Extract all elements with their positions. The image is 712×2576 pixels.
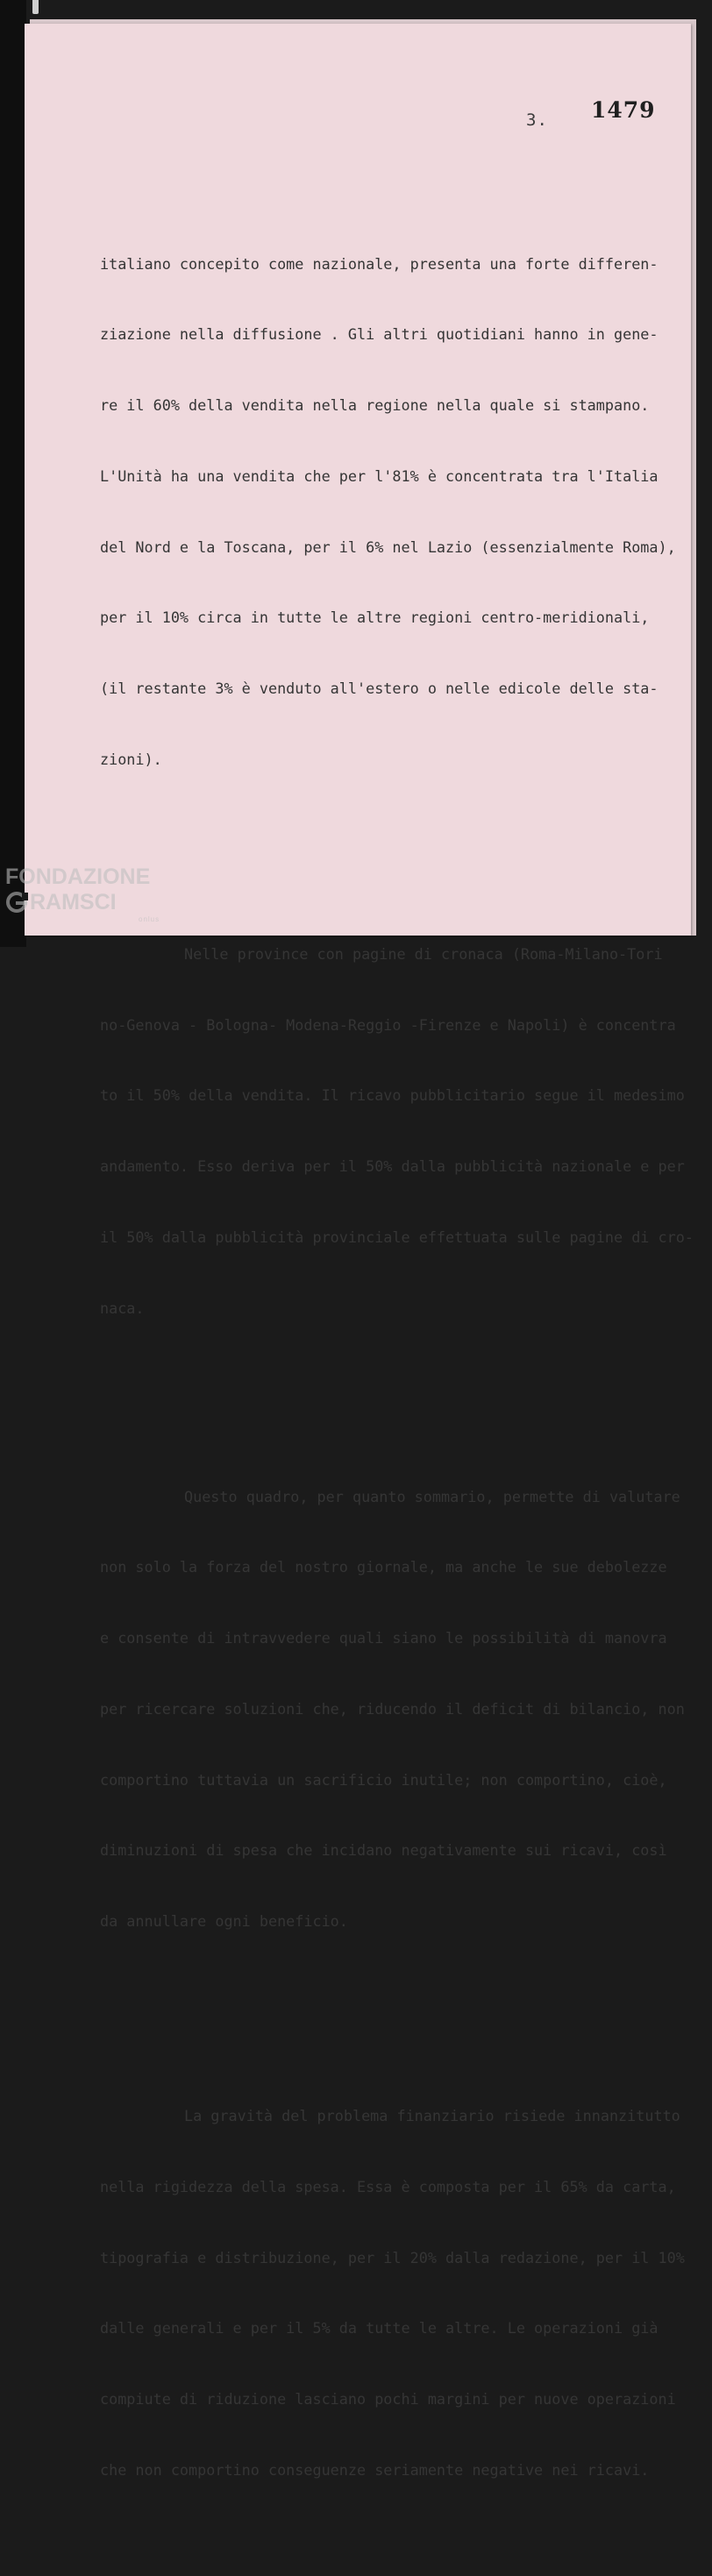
body-text: [100, 158, 694, 2576]
paragraph-3: [100, 1438, 686, 1981]
text-line: italiano concepito come nazionale, presenta una forte differen-: [100, 254, 659, 273]
text-line: (il restante 3% è venduto all'estero o nelle edicole delle sta-: [100, 679, 659, 697]
text-line: il 50% dalla pubblicità provinciale effettuata sulle pagine di cro-: [100, 1228, 694, 1246]
fondazione-gramsci-watermark: [5, 865, 160, 923]
watermark-subtitle: onlus: [139, 915, 160, 923]
watermark-line-1: FONDAZIONE: [5, 865, 151, 889]
text-line: comportino tuttavia un sacrificio inutile; non comportino, cioè,: [100, 1770, 667, 1789]
text-line: no-Genova - Bologna- Modena-Reggio -Firenze e Napoli) è concentra: [100, 1015, 676, 1034]
text-line: non solo la forza del nostro giornale, ma anche le sue debolezze: [100, 1558, 667, 1576]
paragraph-4: [100, 2058, 686, 2530]
text-line: dalle generali e per il 5% da tutte le altre. Le operazioni già: [100, 2319, 659, 2338]
gramsci-g-icon: [5, 891, 28, 914]
watermark-line-2: RAMSCI: [30, 889, 117, 914]
text-line-indented: [100, 943, 686, 966]
text-line: diminuzioni di spesa che incidano negativamente sui ricavi, così: [100, 1841, 667, 1860]
text-line: naca.: [100, 1299, 145, 1317]
watermark-line-2-wrapper: [5, 891, 150, 914]
text-line: e consente di intravvedere quali siano le possibilità di manovra: [100, 1629, 667, 1647]
text-line: nella rigidezza della spesa. Essa è composta per il 65% da carta,: [100, 2178, 676, 2196]
paragraph-1: [100, 205, 686, 819]
binder-strip: [0, 0, 26, 947]
text-line: del Nord e la Toscana, per il 6% nel Lazio (essenzialmente Roma),: [100, 537, 676, 556]
text-line: per ricercare soluzioni che, riducendo il deficit di bilancio, non: [100, 1699, 685, 1718]
binder-clip: [32, 0, 39, 14]
page-number: 3.: [526, 110, 548, 130]
paragraph-2: [100, 895, 694, 1367]
text-line-indented: [100, 2104, 686, 2128]
text-line: che non comportino conseguenze seriamente negative nei ricavi.: [100, 2460, 650, 2479]
text-line: da annullare ogni beneficio.: [100, 1912, 348, 1931]
text-line: Questo quadro, per quanto sommario, permette di valutare: [184, 1487, 680, 1505]
typewritten-page: [25, 24, 694, 2479]
text-line: L'Unità ha una vendita che per l'81% è concentrata tra l'Italia: [100, 466, 659, 485]
text-line: to il 50% della vendita. Il ricavo pubblicitario segue il medesimo: [100, 1086, 685, 1105]
text-line: ziazione nella diffusione . Gli altri quotidiani hanno in gene-: [100, 325, 659, 344]
archive-number: 1479: [591, 97, 656, 123]
text-line: zioni).: [100, 750, 162, 768]
text-line: tipografia e distribuzione, per il 20% dalla redazione, per il 10%: [100, 2248, 685, 2266]
text-line: re il 60% della vendita nella regione nella quale si stampano.: [100, 396, 650, 415]
text-line: andamento. Esso deriva per il 50% dalla pubblicità nazionale e per: [100, 1157, 685, 1176]
text-line: per il 10% circa in tutte le altre regioni centro-meridionali,: [100, 608, 650, 627]
text-line: Nelle province con pagine di cronaca (Roma-Milano-Tori: [184, 944, 663, 963]
text-line-indented: [100, 1485, 686, 1509]
text-line: La gravità del problema finanziario risiede innanzitutto: [184, 2107, 680, 2125]
text-line: compiute di riduzione lasciano pochi margini per nuove operazioni: [100, 2390, 676, 2409]
